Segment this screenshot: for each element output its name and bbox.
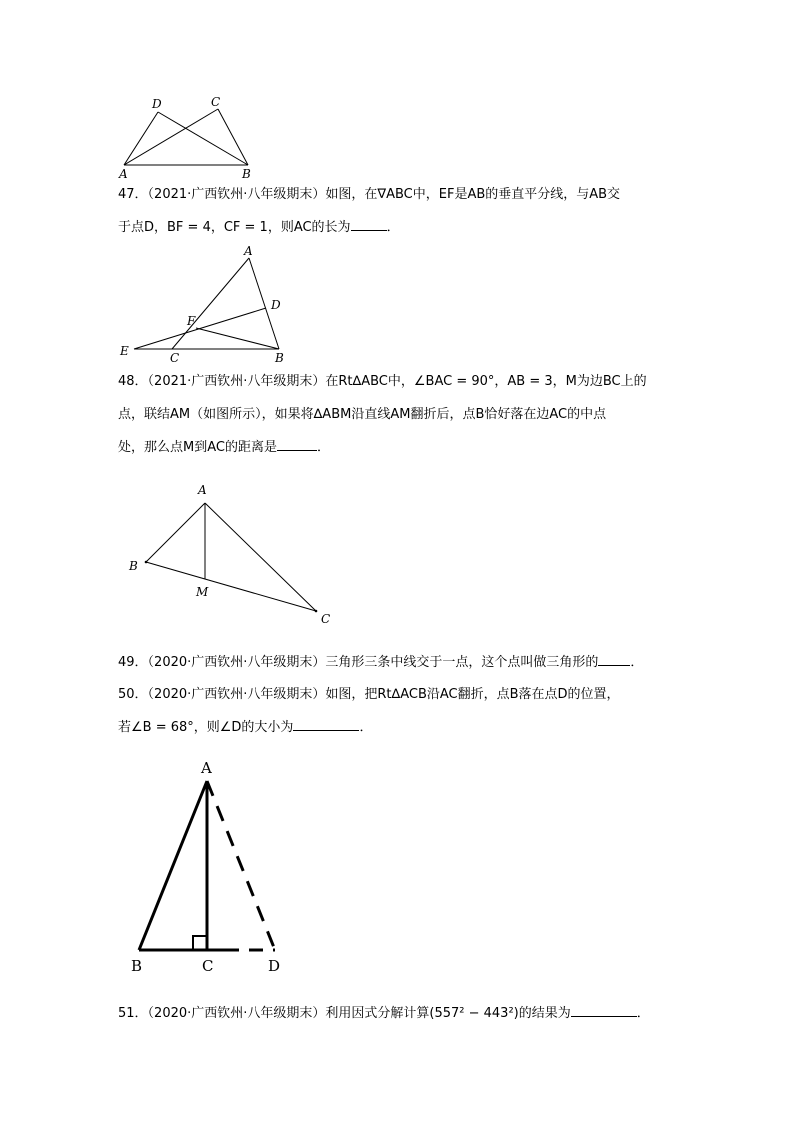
segment-AC [172,258,249,349]
point-label-D: D [271,298,281,312]
point-label-A: A [198,483,207,497]
figure-46 [110,90,270,180]
segment-AD-dashed [207,781,275,950]
question-51-line-1: 51．（2020·广西钦州·八年级期末）利用因式分解计算(557² − 443²)的结果为 ． [118,1006,650,1021]
question-47-line-1: 47．（2021·广西钦州·八年级期末）如图，在∇ABC中，EF是AB的垂直平分线，与AB交 [118,187,621,202]
right-angle-marker [193,936,207,950]
question-51-text: 51．（2020·广西钦州·八年级期末）利用因式分解计算(557² − 443²)的结果为 [118,1006,571,1021]
point-label-E: E [120,344,129,358]
point-label-C: C [321,612,331,626]
question-47-line-2: 于点D，BF = 4，CF = 1，则AC的长为 ． [118,220,400,235]
point-label-M: M [196,585,209,599]
segment-BA [139,781,207,950]
question-48-line-3: 处，那么点M到AC的距离是 ． [118,440,330,455]
point-label-D: D [152,97,162,111]
point-label-A: A [244,244,253,258]
point-label-C: C [211,95,221,109]
question-49-text: 49．（2020·广西钦州·八年级期末）三角形三条中线交于一点，这个点叫做三角形的 [118,655,599,670]
figure-50 [125,755,305,980]
question-50-line-1: 50．（2020·广西钦州·八年级期末）如图，把Rt∆ACB沿AC翻折，点B落在点D的位置， [118,687,620,702]
segment-BA [146,503,205,562]
question-48-line-2: 点，联结AM（如图所示），如果将∆ABM沿直线AM翻折后，点B恰好落在边AC的中点 [118,407,607,422]
point-label-C: C [170,351,180,365]
point-label-B: B [129,559,138,573]
point-label-A: A [201,759,212,777]
point-label-B: B [242,167,251,181]
figure-48 [120,478,350,628]
answer-blank-51[interactable] [571,1004,637,1017]
question-49-line-1: 49．（2020·广西钦州·八年级期末）三角形三条中线交于一点，这个点叫做三角形的 ． [118,655,644,670]
answer-blank-48[interactable] [277,438,317,451]
point-label-F: F [187,314,196,328]
question-50-line-2: 若∠B = 68°，则∠D的大小为 ． [118,720,373,735]
segment-FB [196,328,279,349]
answer-blank-50[interactable] [293,718,359,731]
point-label-B: B [275,351,284,365]
question-48-line-1: 48．（2021·广西钦州·八年级期末）在Rt∆ABC中，∠BAC = 90°，AB = 3，M为边BC上的 [118,374,647,389]
point-label-C: C [202,957,214,975]
question-48-text: 处，那么点M到AC的距离是 [118,440,277,455]
point-label-B: B [131,957,143,975]
point-label-A: A [119,167,128,181]
figure-47 [112,242,302,367]
segment-AD [124,112,158,165]
answer-blank-47[interactable] [351,218,387,231]
point-label-D: D [268,957,281,975]
question-50-text: 若∠B = 68°，则∠D的大小为 [118,720,294,735]
segment-DB [158,112,248,165]
segment-AC [124,109,218,165]
question-47-text: 于点D，BF = 4，CF = 1，则AC的长为 [118,220,351,235]
answer-blank-49[interactable] [598,653,630,666]
